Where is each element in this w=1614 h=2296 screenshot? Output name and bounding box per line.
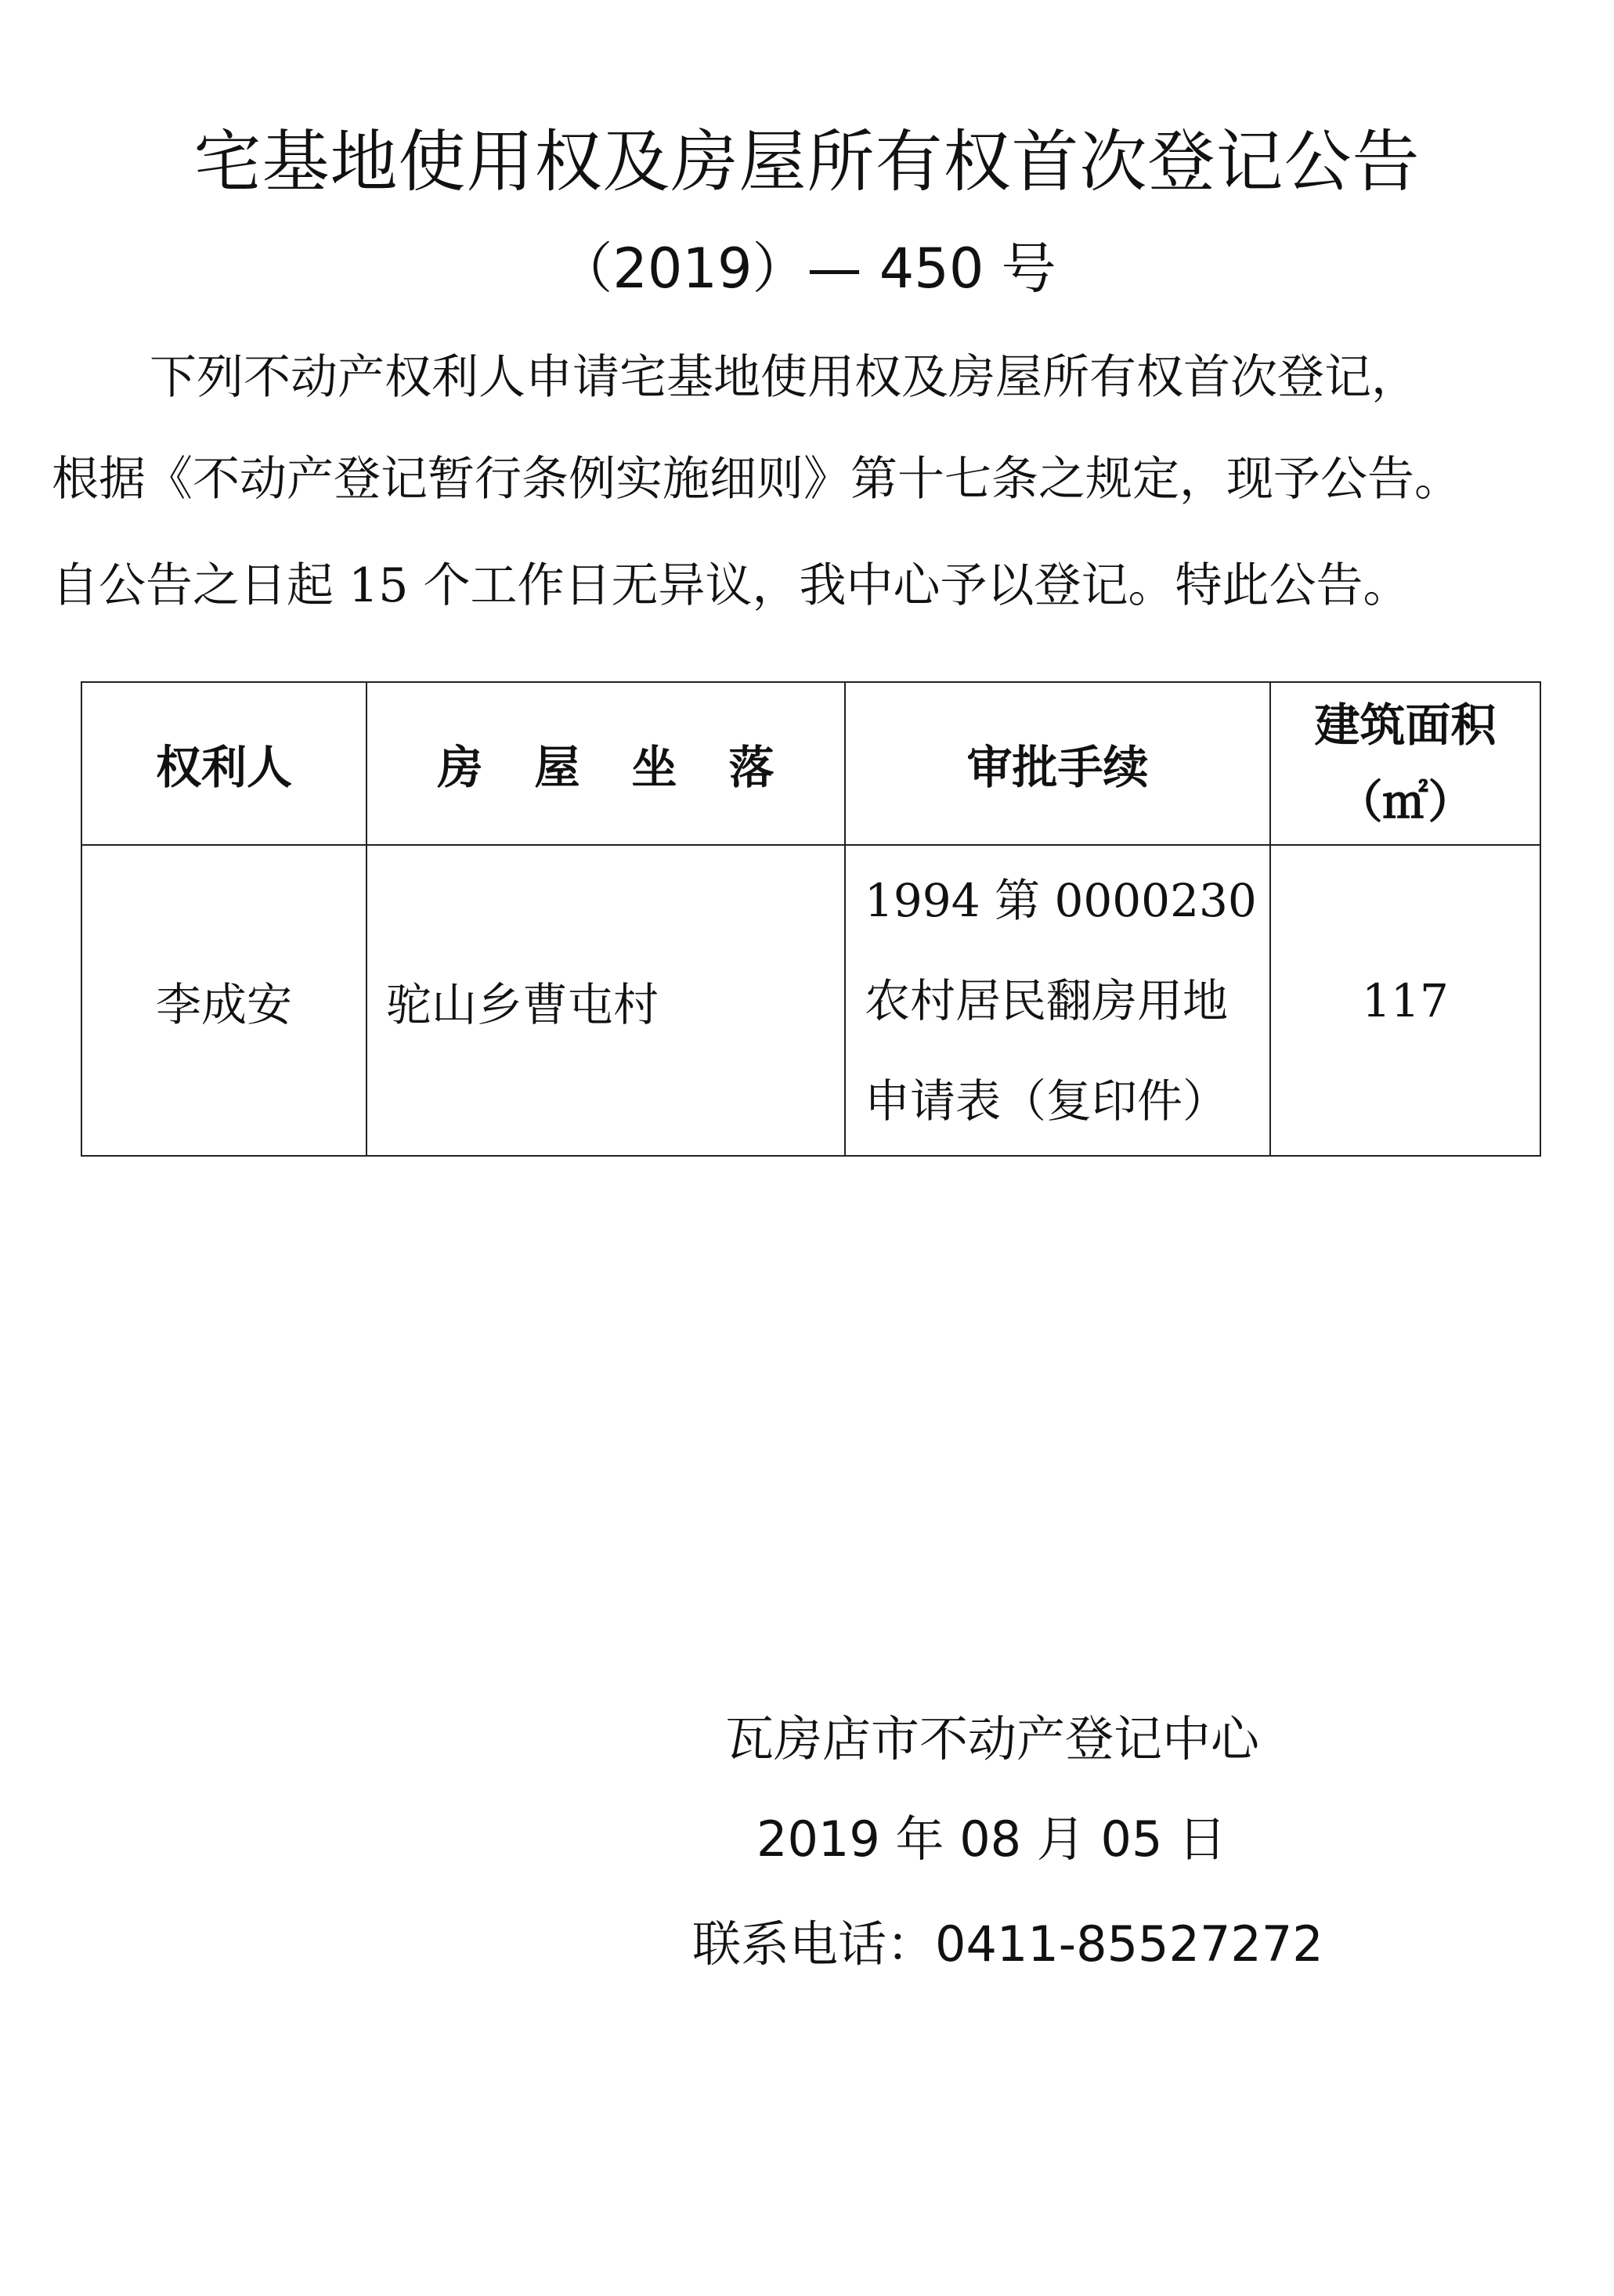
notice-paragraph-line-2: 根据《不动产登记暂行条例实施细则》第十七条之规定，现予公告。 bbox=[52, 452, 1461, 507]
notice-number: （2019）— 450 号 bbox=[558, 236, 1056, 301]
header-approval: 审批手续 bbox=[845, 682, 1270, 845]
header-area-label: 建筑面积 bbox=[1314, 699, 1497, 752]
table-header-row bbox=[81, 682, 1540, 845]
cell-location: 驼山乡曹屯村 bbox=[366, 845, 845, 1156]
contact-phone: 联系电话：0411-85527272 bbox=[692, 1915, 1323, 1973]
header-owner: 权利人 bbox=[81, 682, 366, 845]
header-location: 房屋坐落 bbox=[366, 682, 845, 845]
cell-owner: 李成安 bbox=[81, 845, 366, 1156]
issuer-name: 瓦房店市不动产登记中心 bbox=[725, 1710, 1260, 1767]
notice-paragraph-line-1: 下列不动产权利人申请宅基地使用权及房屋所有权首次登记， bbox=[150, 350, 1418, 405]
cell-approval: 1994 第 0000230 农村居民翻房用地申请表（复印件） bbox=[845, 845, 1270, 1156]
header-area bbox=[1270, 682, 1540, 845]
table-row bbox=[81, 845, 1540, 1156]
notice-title: 宅基地使用权及房屋所有权首次登记公告 bbox=[193, 123, 1421, 201]
issue-date: 2019 年 08 月 05 日 bbox=[756, 1810, 1227, 1868]
notice-paragraph-line-3: 自公告之日起 15 个工作日无异议，我中心予以登记。特此公告。 bbox=[52, 558, 1410, 613]
header-area-unit: （㎡） bbox=[1337, 775, 1474, 829]
cell-area: 117 bbox=[1270, 845, 1540, 1156]
registration-table bbox=[81, 681, 1541, 1157]
